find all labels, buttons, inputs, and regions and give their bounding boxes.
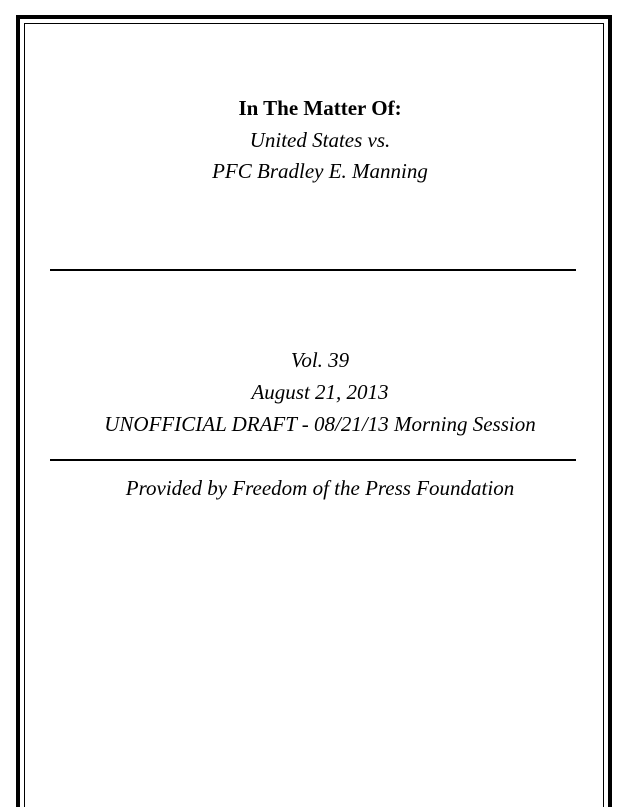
defendant-name: PFC Bradley E. Manning	[212, 159, 428, 183]
case-parties: United States vs.	[249, 128, 391, 152]
divider-top	[50, 269, 576, 271]
volume-number: Vol. 39	[290, 348, 350, 372]
divider-bottom	[50, 459, 576, 461]
session-description: UNOFFICIAL DRAFT - 08/21/13 Morning Session	[104, 412, 536, 436]
document-title: In The Matter Of:	[238, 96, 402, 120]
session-date: August 21, 2013	[251, 380, 389, 404]
provider-credit: Provided by Freedom of the Press Foundation	[125, 476, 515, 500]
